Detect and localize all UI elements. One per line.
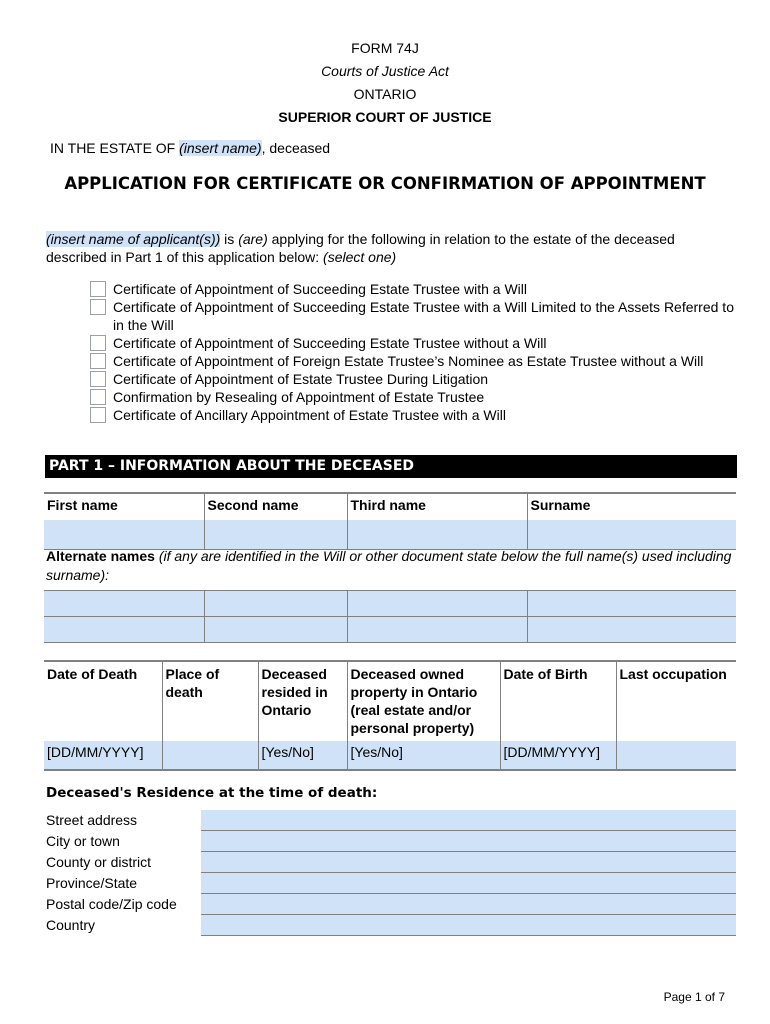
date-of-birth-input[interactable]: [DD/MM/YYYY]	[500, 741, 616, 770]
col-owned-property: Deceased owned property in Ontario (real estate and/or personal property)	[347, 661, 500, 741]
form-title: APPLICATION FOR CERTIFICATE OR CONFIRMATION OF APPOINTMENT	[64, 174, 706, 193]
street-input[interactable]	[201, 810, 736, 831]
residence-fields	[46, 810, 736, 936]
postal-input[interactable]	[201, 894, 736, 915]
estate-line	[50, 140, 330, 156]
option-label: Certificate of Ancillary Appointment of Estate Trustee with a Will	[113, 407, 506, 423]
county-label: County or district	[46, 854, 152, 870]
residence-row	[46, 831, 736, 852]
resided-ontario-input[interactable]: [Yes/No]	[258, 741, 347, 770]
name-table	[44, 492, 736, 550]
country-label: Country	[46, 917, 96, 933]
application-options	[90, 280, 740, 424]
col-last-occupation: Last occupation	[616, 661, 736, 741]
postal-label: Postal code/Zip code	[46, 896, 177, 912]
province-label: Province/State	[46, 875, 138, 891]
alt-name-input[interactable]	[527, 617, 736, 643]
city-label: City or town	[46, 833, 120, 849]
option-checkbox[interactable]	[90, 371, 106, 387]
city-input[interactable]	[201, 831, 736, 852]
option-label: Certificate of Appointment of Estate Trustee During Litigation	[113, 371, 489, 387]
street-label: Street address	[46, 812, 138, 828]
option-item[interactable]	[90, 406, 740, 424]
col-second-name: Second name	[204, 493, 347, 520]
option-checkbox[interactable]	[90, 407, 106, 423]
alternate-names-label	[46, 547, 736, 585]
estate-name-field[interactable]: (insert name)	[179, 140, 262, 156]
residence-heading: Deceased's Residence at the time of death:	[46, 785, 378, 801]
col-first-name: First name	[44, 493, 204, 520]
alt-name-input[interactable]	[527, 591, 736, 617]
place-of-death-input[interactable]	[162, 741, 258, 770]
estate-prefix: IN THE ESTATE OF	[50, 140, 180, 156]
option-label: Certificate of Appointment of Succeeding Estate Trustee with a Will Limited to the Assets Referred to in the Will	[113, 299, 734, 333]
date-of-death-input[interactable]: [DD/MM/YYYY]	[44, 741, 162, 770]
surname-input[interactable]	[527, 520, 736, 549]
alt-name-input[interactable]	[204, 591, 347, 617]
residence-row	[46, 852, 736, 873]
alt-name-input[interactable]	[347, 617, 527, 643]
estate-suffix: , deceased	[261, 140, 331, 156]
last-occupation-input[interactable]	[616, 741, 736, 770]
residence-row	[46, 894, 736, 915]
residence-row	[46, 810, 736, 831]
alt-name-input[interactable]	[44, 591, 204, 617]
alternate-note: (if any are identified in the Will or other document state below the full name(s) used including surname):	[46, 548, 732, 583]
intro-text: applying for the following in relation to the estate of the deceased described in Part 1 of this application below:	[46, 231, 675, 265]
option-item[interactable]	[90, 370, 740, 388]
option-label: Certificate of Appointment of Succeeding Estate Trustee without a Will	[113, 335, 547, 351]
second-name-input[interactable]	[204, 520, 347, 549]
col-surname: Surname	[527, 493, 736, 520]
first-name-input[interactable]	[44, 520, 204, 549]
col-date-of-death: Date of Death	[44, 661, 162, 741]
option-checkbox[interactable]	[90, 299, 106, 315]
applicant-name-field[interactable]: (insert name of applicant(s))	[46, 231, 221, 247]
court-name: SUPERIOR COURT OF JUSTICE	[278, 109, 492, 125]
intro-are: (are)	[238, 231, 268, 247]
alt-name-input[interactable]	[347, 591, 527, 617]
col-resided-ontario: Deceased resided in Ontario	[258, 661, 347, 741]
col-date-of-birth: Date of Birth	[500, 661, 616, 741]
alt-name-input[interactable]	[44, 617, 204, 643]
form-number: FORM 74J	[351, 40, 419, 56]
col-third-name: Third name	[347, 493, 527, 520]
third-name-input[interactable]	[347, 520, 527, 549]
county-input[interactable]	[201, 852, 736, 873]
option-item[interactable]	[90, 298, 740, 334]
option-item[interactable]	[90, 280, 740, 298]
option-checkbox[interactable]	[90, 335, 106, 351]
option-item[interactable]	[90, 388, 740, 406]
alternate-title: Alternate names	[46, 548, 155, 564]
residence-row	[46, 915, 736, 936]
option-item[interactable]	[90, 352, 740, 370]
option-checkbox[interactable]	[90, 353, 106, 369]
option-label: Certificate of Appointment of Succeeding Estate Trustee with a Will	[113, 281, 527, 297]
page-number: Page 1 of 7	[663, 990, 725, 1004]
intro-select: (select one)	[323, 249, 397, 265]
part1-heading: PART 1 – INFORMATION ABOUT THE DECEASED	[45, 455, 737, 478]
intro-paragraph	[46, 230, 736, 266]
col-place-of-death: Place of death	[162, 661, 258, 741]
alternate-names-table	[44, 590, 736, 643]
residence-row	[46, 873, 736, 894]
owned-property-input[interactable]: [Yes/No]	[347, 741, 500, 770]
option-checkbox[interactable]	[90, 389, 106, 405]
intro-is: is	[220, 231, 239, 247]
alt-name-input[interactable]	[204, 617, 347, 643]
option-item[interactable]	[90, 334, 740, 352]
province: ONTARIO	[353, 86, 417, 102]
option-checkbox[interactable]	[90, 281, 106, 297]
country-input[interactable]	[201, 915, 736, 936]
death-info-table	[44, 660, 736, 771]
province-input[interactable]	[201, 873, 736, 894]
option-label: Confirmation by Resealing of Appointment of Estate Trustee	[113, 389, 485, 405]
option-label: Certificate of Appointment of Foreign Estate Trustee’s Nominee as Estate Trustee without a Will	[113, 353, 704, 369]
act-name: Courts of Justice Act	[321, 63, 449, 79]
